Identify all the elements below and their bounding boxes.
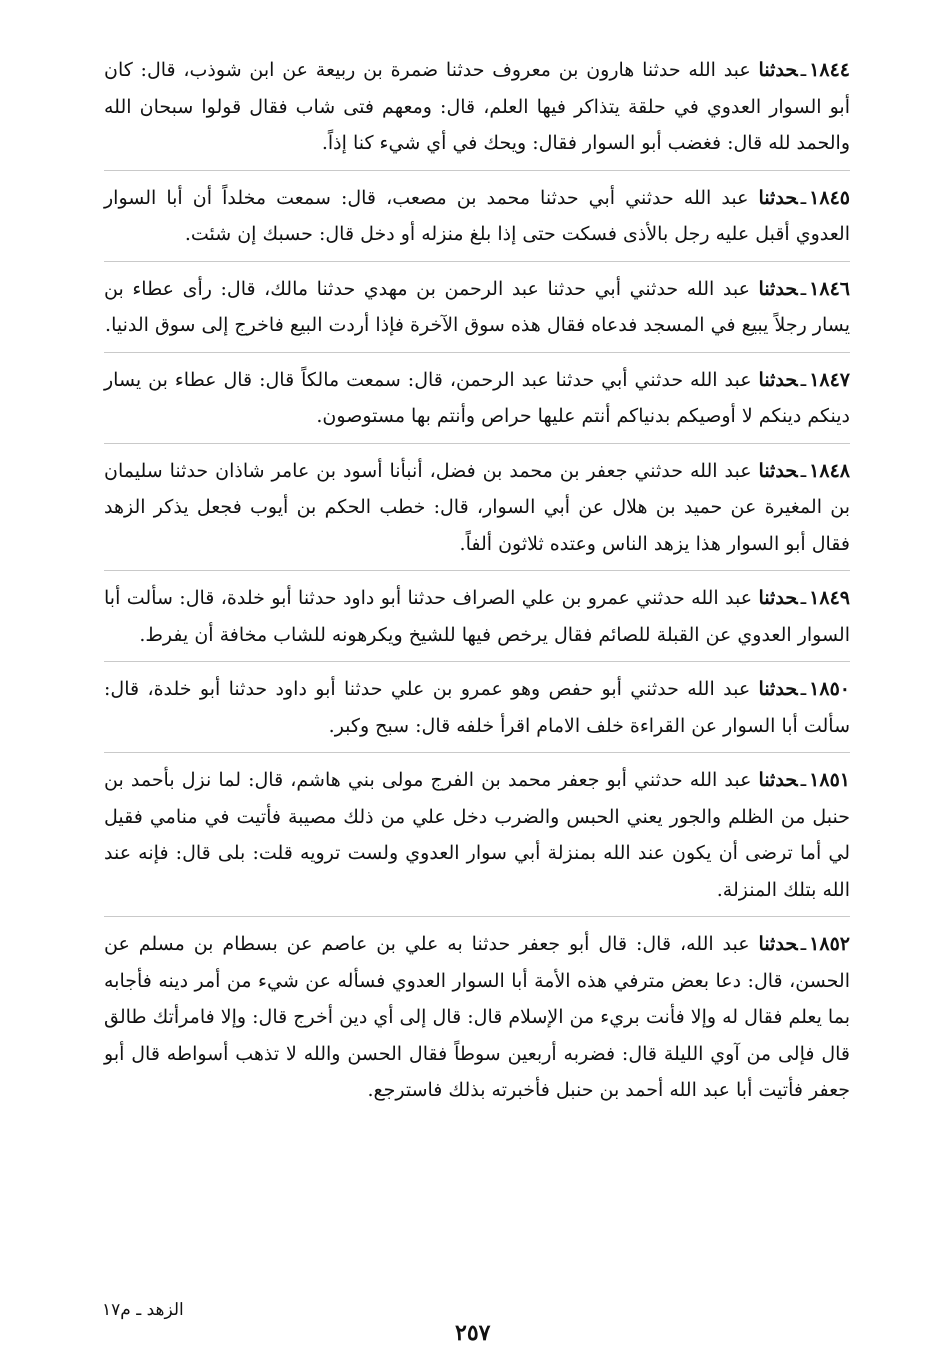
entry-text: عبد الله، قال: قال أبو جعفر حدثنا به علي بن عاصم عن بسطام بن مسلم عن الحسن، قال: دعا بعض مترفي هذه الأمة أبا السوار العدوي فسأله عن شيء من أمر دينه فأجابه بما يعلم فقال له وإلا فأنت بريء من الإسلام قال: قال إلى أي دين أخرج قال: وإلا فامرأتك طالق قال فإلى من آوي الليلة قال: فضربه أربعين سوطاً فقال الحسن والله لا تذهب أسواطه قال أبو جعفر فأتيت أبا عبد الله أحمد بن حنبل فأخبرته بذلك فاسترجع. [104, 933, 850, 1101]
entry-number: ١٨٤٨ [809, 459, 850, 482]
entry-number: ١٨٤٧ [809, 368, 851, 391]
entry-text: عبد الله حدثني أبو حفص وهو عمرو بن علي حدثنا أبو داود حدثنا أبو خلدة، قال: سألت أبا السوار عن القراءة خلف الامام اقرأ خلفه قال: سبح وكبر. [104, 678, 850, 737]
entry-number: ١٨٥٠ [809, 678, 850, 700]
hadith-entry-1846: ١٨٤٦ـحدثنا عبد الله حدثني أبي حدثنا عبد الرحمن بن مهدي حدثنا مالك، قال: رأى عطاء بن يسار رجلاً يبيع في المسجد فدعاه فقال هذه سوق الآخرة فإذا أردت البيع فاخرج إلى سوق الدنيا. [104, 271, 850, 353]
entry-text: عبد الله حدثني أبو جعفر محمد بن الفرج مولى بني هاشم، قال: لما نزل بأحمد بن حنبل من الظلم والجور يعني الحبس والضرب دخل علي من ذلك مصيبة فأتيت في منامي فقيل لي أما ترضى أن يكون عند الله بمنزلة أبي سوار العدوي ولست ترويه قلت: بلى قال: فإنه عند الله بتلك المنزلة. [104, 769, 850, 901]
page-number: ٢٥٧ [455, 1320, 491, 1346]
entry-lead: حدثنا [758, 368, 798, 391]
hadith-entry-1847: ١٨٤٧ـحدثنا عبد الله حدثني أبي حدثنا عبد الرحمن، قال: سمعت مالكاً قال: قال عطاء بن يسار دينكم دينكم لا أوصيكم بدنياكم أنتم عليها حراص وأنتم بها مستوصون. [104, 362, 850, 444]
entry-text: عبد الله حدثني أبي حدثنا عبد الرحمن بن مهدي حدثنا مالك، قال: رأى عطاء بن يسار رجلاً يبيع في المسجد فدعاه فقال هذه سوق الآخرة فإذا أردت البيع فاخرج إلى سوق الدنيا. [104, 277, 850, 336]
entry-text: عبد الله حدثنا هارون بن معروف حدثنا ضمرة بن ربيعة عن ابن شوذب، قال: كان أبو السوار العدوي في حلقة يتذاكر فيها العلم، قال: ومعهم فتى شاب فقال قولوا سبحان الله والحمد لله قال: فغضب أبو السوار فقال: ويحك في أي شيء كنا إذاً. [104, 59, 850, 154]
signature-mark: الزهد ـ م١٧ [102, 1300, 184, 1320]
entry-number: ١٨٥١ [809, 769, 850, 791]
entry-number: ١٨٤٩ [809, 587, 850, 609]
entry-number: ١٨٤٤ [809, 59, 851, 81]
hadith-text-block [104, 52, 850, 1126]
hadith-entry-1849: ١٨٤٩ـحدثنا عبد الله حدثني عمرو بن علي الصراف حدثنا أبو داود حدثنا أبو خلدة، قال: سألت أبا السوار العدوي عن القبلة للصائم فقال يرخص فيها للشيخ ويكرهونه للشاب مخافة أن يفرط. [104, 580, 850, 662]
hadith-entry-1845: ١٨٤٥ـحدثنا عبد الله حدثني أبي حدثنا محمد بن مصعب، قال: سمعت مخلداً أن أبا السوار العدوي أقبل عليه رجل بالأذى فسكت حتى إذا بلغ منزله أو دخل قال: حسبك إن شئت. [104, 180, 850, 262]
entry-text: عبد الله حدثني أبي حدثنا محمد بن مصعب، قال: سمعت مخلداً أن أبا السوار العدوي أقبل عليه رجل بالأذى فسكت حتى إذا بلغ منزله أو دخل قال: حسبك إن شئت. [104, 186, 850, 245]
entry-lead: حدثنا [758, 277, 798, 300]
entry-lead: حدثنا [758, 587, 798, 609]
entry-lead: حدثنا [758, 59, 798, 81]
entry-number: ١٨٥٢ [809, 933, 850, 955]
hadith-entry-1844: ١٨٤٤ـحدثنا عبد الله حدثنا هارون بن معروف حدثنا ضمرة بن ربيعة عن ابن شوذب، قال: كان أبو السوار العدوي في حلقة يتذاكر فيها العلم، قال: ومعهم فتى شاب فقال قولوا سبحان الله والحمد لله قال: فغضب أبو السوار فقال: ويحك في أي شيء كنا إذاً. [104, 52, 850, 171]
entry-lead: حدثنا [758, 678, 798, 700]
entry-text: عبد الله حدثني عمرو بن علي الصراف حدثنا أبو داود حدثنا أبو خلدة، قال: سألت أبا السوار العدوي عن القبلة للصائم فقال يرخص فيها للشيخ ويكرهونه للشاب مخافة أن يفرط. [104, 587, 850, 646]
hadith-entry-1850: ١٨٥٠ـحدثنا عبد الله حدثني أبو حفص وهو عمرو بن علي حدثنا أبو داود حدثنا أبو خلدة، قال: سألت أبا السوار عن القراءة خلف الامام اقرأ خلفه قال: سبح وكبر. [104, 671, 850, 753]
hadith-entry-1852: ١٨٥٢ـحدثنا عبد الله، قال: قال أبو جعفر حدثنا به علي بن عاصم عن بسطام بن مسلم عن الحسن، قال: دعا بعض مترفي هذه الأمة أبا السوار العدوي فسأله عن شيء من أمر دينه فأجابه بما يعلم فقال له وإلا فأنت بريء من الإسلام قال: قال إلى أي دين أخرج قال: وإلا فامرأتك طالق قال فإلى من آوي الليلة قال: فضربه أربعين سوطاً فقال الحسن والله لا تذهب أسواطه قال أبو جعفر فأتيت أبا عبد الله أحمد بن حنبل فأخبرته بذلك فاسترجع. [104, 933, 850, 1101]
entry-lead: حدثنا [758, 933, 798, 955]
entry-number: ١٨٤٦ [809, 277, 850, 300]
entry-text: عبد الله حدثني أبي حدثنا عبد الرحمن، قال: سمعت مالكاً قال: قال عطاء بن يسار دينكم دينكم لا أوصيكم بدنياكم أنتم عليها حراص وأنتم بها مستوصون. [104, 368, 850, 427]
entry-lead: حدثنا [758, 186, 798, 209]
entry-number: ١٨٤٥ [809, 186, 850, 209]
hadith-entry-1851: ١٨٥١ـحدثنا عبد الله حدثني أبو جعفر محمد بن الفرج مولى بني هاشم، قال: لما نزل بأحمد بن حنبل من الظلم والجور يعني الحبس والضرب دخل علي من ذلك مصيبة فأتيت في منامي فقيل لي أما ترضى أن يكون عند الله بمنزلة أبي سوار العدوي ولست ترويه قلت: بلى قال: فإنه عند الله بتلك المنزلة. [104, 762, 850, 917]
entry-lead: حدثنا [758, 459, 798, 482]
entry-lead: حدثنا [758, 769, 798, 791]
entry-text: عبد الله حدثني جعفر بن محمد بن فضل، أنبأنا أسود بن عامر شاذان حدثنا سليمان بن المغيرة عن حميد بن هلال عن أبي السوار، قال: خطب الحكم بن أيوب فجعل يذكر الزهد فقال أبو السوار هذا يزهد الناس وعتده ثلاثون ألفاً. [104, 459, 850, 555]
hadith-entry-1848: ١٨٤٨ـحدثنا عبد الله حدثني جعفر بن محمد بن فضل، أنبأنا أسود بن عامر شاذان حدثنا سليمان بن المغيرة عن حميد بن هلال عن أبي السوار، قال: خطب الحكم بن أيوب فجعل يذكر الزهد فقال أبو السوار هذا يزهد الناس وعتده ثلاثون ألفاً. [104, 453, 850, 572]
